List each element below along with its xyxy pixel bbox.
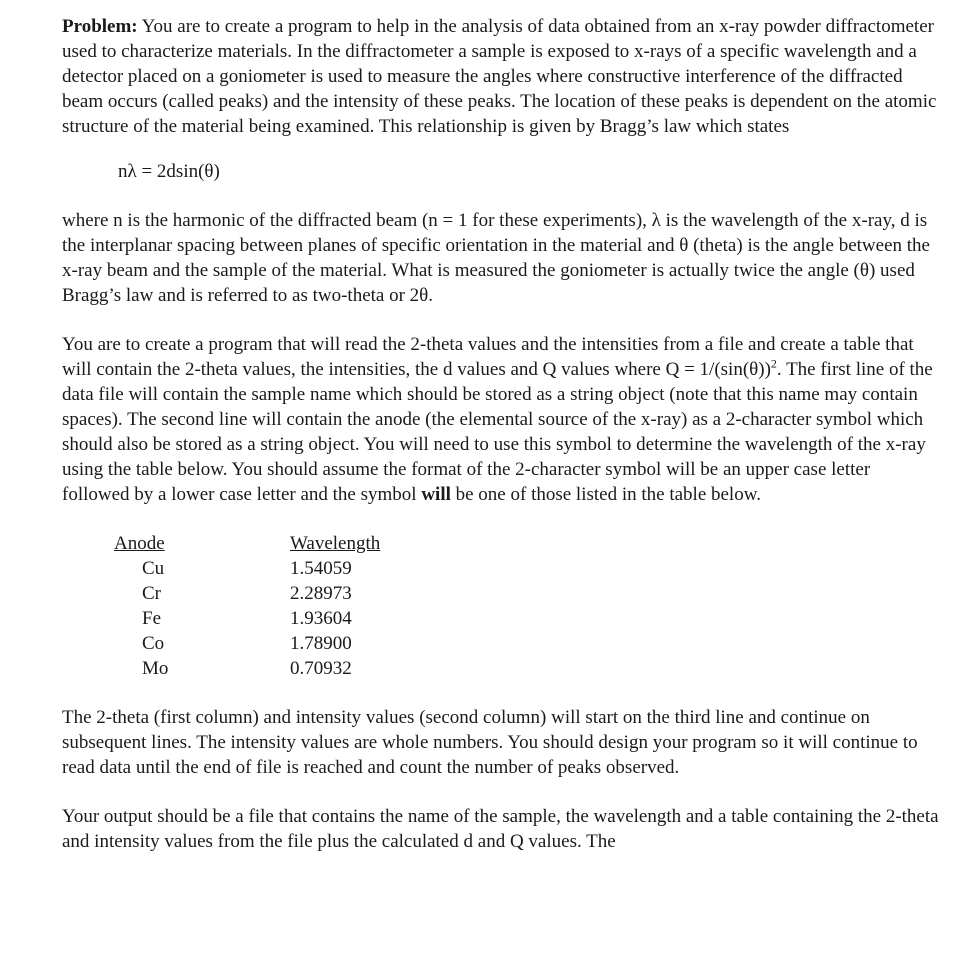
program-text-a: You are to create a program that will read the 2-theta values and the intensities from a file and create a table that will contain the 2-theta values, the intensities, the d values and Q values where Q = 1/(sin(θ)) bbox=[62, 334, 914, 380]
table-cell-anode: Mo bbox=[142, 658, 169, 679]
problem-paragraph bbox=[62, 14, 942, 139]
table-cell-wavelength: 0.70932 bbox=[290, 658, 352, 679]
program-text-b: . The first line of the data file will contain the sample name which should be stored as a string object (note that this name may contain spaces). The second line will contain the anode (the elemental source of the x-ray) as a 2-character symbol which should also be stored as a string object. You will need to use this symbol to determine the wavelength of the x-ray using the table below. You should assume the format of the 2-character symbol will be an upper case letter followed by a lower case letter and the symbol bbox=[62, 359, 933, 505]
table-cell-anode: Cu bbox=[142, 558, 165, 579]
problem-text: You are to create a program to help in the analysis of data obtained from an x-ray powder diffractometer used to characterize materials. In the diffractometer a sample is exposed to x-rays of a specific wavelength and a detector placed on a goniometer is used to measure the angles where constructive interference of the diffracted beam occurs (called peaks) and the intensity of these peaks. The location of these peaks is dependent on the atomic structure of the material being examined. This relationship is given by Bragg’s law which states bbox=[62, 16, 937, 137]
problem-label: Problem: bbox=[62, 16, 138, 37]
definitions-paragraph: where n is the harmonic of the diffracted beam (n = 1 for these experiments), λ is the wavelength of the x-ray, d is the interplanar spacing between planes of specific orientation in the material and θ (theta) is the angle between the x-ray beam and the sample of the material. What is measured the goniometer is actually twice the angle (θ) used Bragg’s law and is referred to as two-theta or 2θ. bbox=[62, 210, 930, 306]
header-anode: Anode bbox=[114, 533, 165, 554]
bragg-equation: nλ = 2dsin(θ) bbox=[118, 161, 220, 182]
table-cell-wavelength: 2.28973 bbox=[290, 583, 352, 604]
emphasis-will: will bbox=[421, 484, 451, 505]
table-cell-wavelength: 1.78900 bbox=[290, 633, 352, 654]
input-format-paragraph: The 2-theta (first column) and intensity values (second column) will start on the third line and continue on subsequent lines. The intensity values are whole numbers. You should design your program so it will continue to read data until the end of file is reached and count the number of peaks observed. bbox=[62, 707, 918, 778]
program-text-c: be one of those listed in the table below. bbox=[450, 484, 761, 505]
table-cell-wavelength: 1.54059 bbox=[290, 558, 352, 579]
table-cell-anode: Cr bbox=[142, 583, 161, 604]
table-cell-wavelength: 1.93604 bbox=[290, 608, 352, 629]
output-paragraph: Your output should be a file that contains the name of the sample, the wavelength and a table containing the 2-theta and intensity values from the file plus the calculated d and Q values. The bbox=[62, 806, 939, 852]
program-paragraph bbox=[62, 332, 942, 507]
table-cell-anode: Fe bbox=[142, 608, 161, 629]
document-page bbox=[62, 14, 942, 854]
q-exponent: 2 bbox=[770, 356, 777, 371]
anode-wavelength-table bbox=[114, 531, 942, 681]
header-wavelength: Wavelength bbox=[290, 533, 381, 554]
table-cell-anode: Co bbox=[142, 633, 165, 654]
